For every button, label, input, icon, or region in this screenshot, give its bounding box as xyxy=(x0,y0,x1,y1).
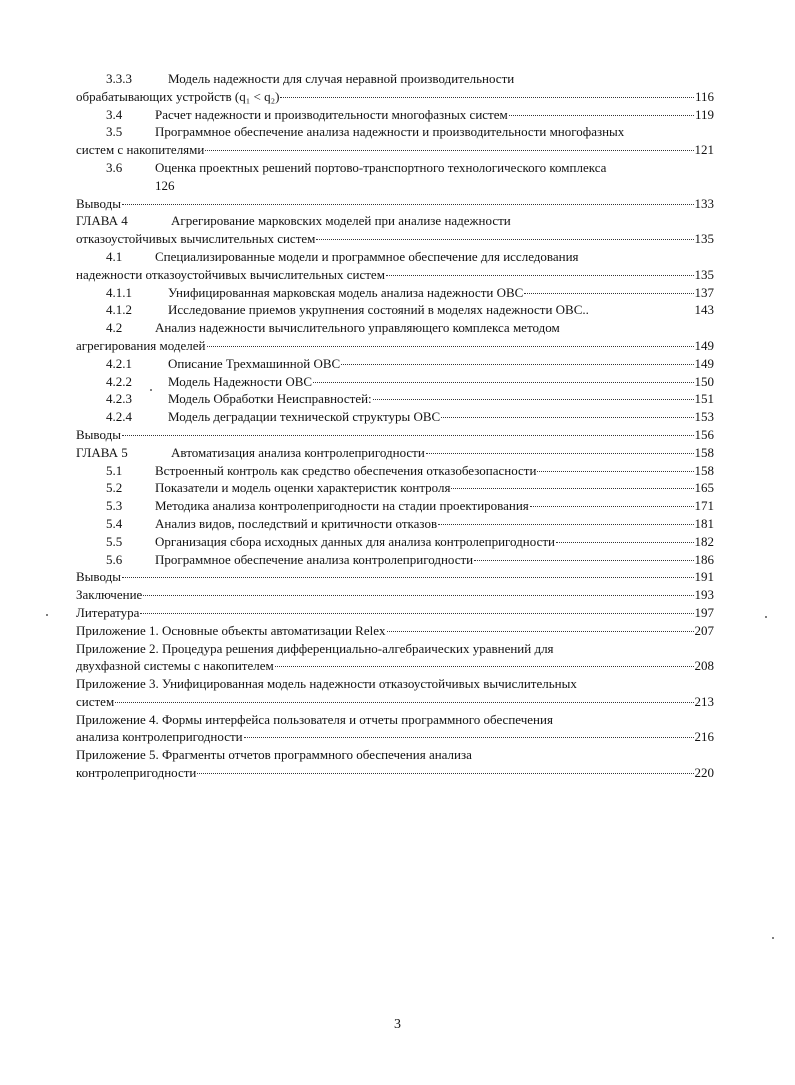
toc-entry-page: 150 xyxy=(694,373,714,389)
toc-entry-title: Литература xyxy=(76,604,140,620)
scan-speck xyxy=(150,389,152,391)
toc-entry-page: 153 xyxy=(694,409,714,425)
toc-entry-title: Модель Обработки Неисправностей: xyxy=(168,391,372,407)
toc-leader-dots xyxy=(530,506,694,507)
toc-entry-title-cont: контролепригодности xyxy=(76,765,197,781)
toc-entry xyxy=(76,356,714,374)
toc-entry-continuation xyxy=(76,89,714,107)
toc-entry-title: Автоматизация анализа контролепригодности xyxy=(171,444,425,460)
toc-leader-dots xyxy=(474,560,693,561)
toc-entry-continuation xyxy=(76,231,714,249)
toc-entry-title: Заключение xyxy=(76,587,143,603)
toc-entry-title: Организация сбора исходных данных для анализа контролепригодности xyxy=(155,533,555,549)
toc-entry-title: Анализ надежности вычислительного управляющего комплекса методом xyxy=(155,320,560,336)
toc-entry-page: 207 xyxy=(694,622,714,638)
toc-leader-dots xyxy=(280,97,693,98)
toc-entry-title: Методика анализа контролепригодности на стадии проектирования xyxy=(155,498,529,514)
toc-leader-dots xyxy=(313,382,693,383)
toc-leader-dots xyxy=(451,488,693,489)
toc-entry-title: Описание Трехмашинной ОВС xyxy=(168,355,341,371)
toc-entry xyxy=(76,480,714,498)
toc-entry-number: 4.2.3 xyxy=(106,391,132,407)
toc-entry xyxy=(76,712,714,730)
toc-leader-dots xyxy=(441,417,693,418)
toc-leader-dots xyxy=(140,613,693,614)
toc-entry-page: 151 xyxy=(694,391,714,407)
toc-entry-page: 119 xyxy=(694,106,714,122)
toc-entry-title-cont: обрабатывающих устройств (q₁ < q₂) xyxy=(76,88,280,104)
toc-entry-title: Унифицированная марковская модель анализа надежности ОВС xyxy=(168,284,524,300)
toc-entry xyxy=(76,605,714,623)
toc-entry-title-cont: 126 xyxy=(155,177,175,193)
toc-entry-page: 208 xyxy=(694,658,714,674)
toc-entry-number: 5.4 xyxy=(106,515,123,531)
toc-entry xyxy=(76,409,714,427)
toc-entry-continuation xyxy=(76,694,714,712)
toc-entry xyxy=(76,160,714,178)
toc-entry-page: 121 xyxy=(694,142,714,158)
toc-entry-title: Исследование приемов укрупнения состояний в моделях надежности ОВС.. xyxy=(168,302,589,318)
toc-leader-dots xyxy=(316,239,693,240)
toc-entry-number: 3.4 xyxy=(106,106,123,122)
toc-entry-number: 4.2.4 xyxy=(106,409,132,425)
toc-leader-dots xyxy=(386,275,694,276)
toc-entry-page: 220 xyxy=(694,765,714,781)
toc-entry-title: Модель деградации технической структуры ОВС xyxy=(168,409,441,425)
toc-entry-page: 156 xyxy=(694,426,714,442)
toc-entry xyxy=(76,623,714,641)
toc-leader-dots xyxy=(275,666,694,667)
toc-leader-dots xyxy=(115,702,693,703)
toc-entry xyxy=(76,391,714,409)
toc-entry xyxy=(76,320,714,338)
toc-entry xyxy=(76,445,714,463)
toc-entry-title: Приложение 3. Унифицированная модель надежности отказоустойчивых вычислительных xyxy=(76,676,577,692)
table-of-contents xyxy=(76,71,714,783)
toc-entry-number: 5.3 xyxy=(106,498,123,514)
toc-leader-dots xyxy=(143,595,693,596)
toc-leader-dots xyxy=(438,524,693,525)
toc-entry-continuation xyxy=(76,765,714,783)
toc-entry-title-cont: систем xyxy=(76,693,115,709)
toc-entry-number: ГЛАВА 5 xyxy=(76,444,128,460)
toc-entry xyxy=(76,747,714,765)
toc-entry xyxy=(76,498,714,516)
toc-entry-continuation xyxy=(76,729,714,747)
toc-entry xyxy=(76,374,714,392)
toc-entry-page: 158 xyxy=(694,444,714,460)
toc-entry xyxy=(76,427,714,445)
toc-entry xyxy=(76,213,714,231)
toc-entry xyxy=(76,569,714,587)
toc-leader-dots xyxy=(341,364,693,365)
toc-entry-title: Программное обеспечение анализа контролепригодности xyxy=(155,551,474,567)
toc-leader-dots xyxy=(122,577,694,578)
toc-entry-page: 182 xyxy=(694,533,714,549)
toc-leader-dots xyxy=(122,204,694,205)
page-number: 3 xyxy=(394,1017,401,1032)
toc-leader-dots xyxy=(387,631,694,632)
toc-entry-title: Модель надежности для случая неравной производительности xyxy=(168,71,515,86)
toc-entry xyxy=(76,107,714,125)
toc-entry-title: Выводы xyxy=(76,569,121,585)
toc-entry xyxy=(76,641,714,659)
scan-speck xyxy=(765,616,767,618)
toc-entry-number: 4.2.2 xyxy=(106,373,132,389)
toc-entry xyxy=(76,676,714,694)
toc-entry xyxy=(76,196,714,214)
toc-entry-title: Приложение 4. Формы интерфейса пользователя и отчеты программного обеспечения xyxy=(76,711,553,727)
toc-entry-title: Специализированные модели и программное обеспечение для исследования xyxy=(155,248,579,264)
toc-entry-continuation xyxy=(76,658,714,676)
toc-leader-dots xyxy=(537,471,693,472)
toc-entry-page: 165 xyxy=(694,480,714,496)
toc-entry-title-cont: двухфазной системы с накопителем xyxy=(76,658,274,674)
scan-speck xyxy=(772,937,774,939)
toc-entry xyxy=(76,552,714,570)
toc-entry-continuation xyxy=(76,178,714,196)
toc-entry-page: 149 xyxy=(694,355,714,371)
toc-entry-title-cont: анализа контролепригодности xyxy=(76,729,243,745)
toc-entry-title-cont: агрегирования моделей xyxy=(76,337,206,353)
toc-leader-dots xyxy=(524,293,693,294)
toc-entry-number: 3.6 xyxy=(106,159,123,175)
toc-entry-page: 181 xyxy=(694,515,714,531)
toc-entry xyxy=(76,285,714,303)
toc-entry xyxy=(76,516,714,534)
toc-entry xyxy=(76,534,714,552)
toc-entry-title: Расчет надежности и производительности многофазных систем xyxy=(155,106,508,122)
toc-entry-continuation xyxy=(76,338,714,356)
toc-entry-page: 186 xyxy=(694,551,714,567)
toc-entry-number: 5.2 xyxy=(106,480,123,496)
toc-entry-page: 149 xyxy=(694,337,714,353)
toc-entry-number: 4.1.2 xyxy=(106,302,132,318)
toc-entry-title: Встроенный контроль как средство обеспечения отказобезопасности xyxy=(155,462,537,478)
toc-entry-number: 4.1 xyxy=(106,248,123,264)
toc-entry-page: 193 xyxy=(694,587,714,603)
toc-entry-number: 4.2 xyxy=(106,320,123,336)
toc-entry xyxy=(76,249,714,267)
toc-entry-page: 191 xyxy=(694,569,714,585)
toc-entry-number: 4.2.1 xyxy=(106,355,132,371)
toc-leader-dots xyxy=(205,150,693,151)
toc-entry xyxy=(76,302,714,320)
toc-entry xyxy=(76,587,714,605)
toc-entry-title-cont: надежности отказоустойчивых вычислительных систем xyxy=(76,266,385,282)
toc-leader-dots xyxy=(426,453,694,454)
toc-entry-title: Модель Надежности ОВС xyxy=(168,373,313,389)
toc-entry-number: 4.1.1 xyxy=(106,284,132,300)
toc-entry xyxy=(76,71,714,89)
toc-entry-page: 137 xyxy=(694,284,714,300)
toc-entry-page: 216 xyxy=(694,729,714,745)
toc-entry-title: Приложение 1. Основные объекты автоматизации Relex xyxy=(76,622,386,638)
toc-entry-title-cont: систем с накопителями xyxy=(76,142,205,158)
toc-leader-dots xyxy=(244,737,694,738)
toc-entry-number: ГЛАВА 4 xyxy=(76,213,128,229)
toc-entry-title: Оценка проектных решений портово-транспортного технологического комплекса xyxy=(155,159,607,175)
toc-entry-page: 135 xyxy=(694,231,714,247)
toc-leader-dots xyxy=(122,435,694,436)
toc-entry-page: 116 xyxy=(694,88,714,104)
toc-entry-number: 5.6 xyxy=(106,551,123,567)
toc-entry-title: Выводы xyxy=(76,195,121,211)
toc-entry-title: Выводы xyxy=(76,426,121,442)
toc-leader-dots xyxy=(197,773,693,774)
toc-entry-number: 3.3.3 xyxy=(106,71,132,86)
toc-entry-number: 5.1 xyxy=(106,462,123,478)
toc-entry xyxy=(76,124,714,142)
toc-entry-title: Агрегирование марковских моделей при анализе надежности xyxy=(171,213,511,229)
toc-entry-page: 213 xyxy=(694,693,714,709)
toc-entry-title: Анализ видов, последствий и критичности отказов xyxy=(155,515,438,531)
toc-entry-page: 135 xyxy=(694,266,714,282)
toc-entry-page: 133 xyxy=(694,195,714,211)
toc-entry-title: Приложение 2. Процедура решения дифференциально-алгебраических уравнений для xyxy=(76,640,554,656)
toc-entry-continuation xyxy=(76,142,714,160)
toc-entry-number: 3.5 xyxy=(106,124,123,140)
toc-entry-page: 143 xyxy=(694,302,714,318)
scan-speck xyxy=(46,614,48,616)
toc-leader-dots xyxy=(556,542,694,543)
toc-entry-continuation xyxy=(76,267,714,285)
toc-leader-dots xyxy=(207,346,694,347)
toc-entry-number: 5.5 xyxy=(106,533,123,549)
toc-entry-page: 158 xyxy=(694,462,714,478)
toc-entry-title: Показатели и модель оценки характеристик контроля xyxy=(155,480,451,496)
toc-entry-title: Приложение 5. Фрагменты отчетов программного обеспечения анализа xyxy=(76,747,472,763)
toc-leader-dots xyxy=(509,115,694,116)
toc-entry-title: Программное обеспечение анализа надежности и производительности многофазных xyxy=(155,124,625,140)
toc-entry-title-cont: отказоустойчивых вычислительных систем xyxy=(76,231,316,247)
toc-entry xyxy=(76,463,714,481)
toc-entry-page: 171 xyxy=(694,498,714,514)
toc-leader-dots xyxy=(373,399,694,400)
toc-entry-page: 197 xyxy=(694,604,714,620)
